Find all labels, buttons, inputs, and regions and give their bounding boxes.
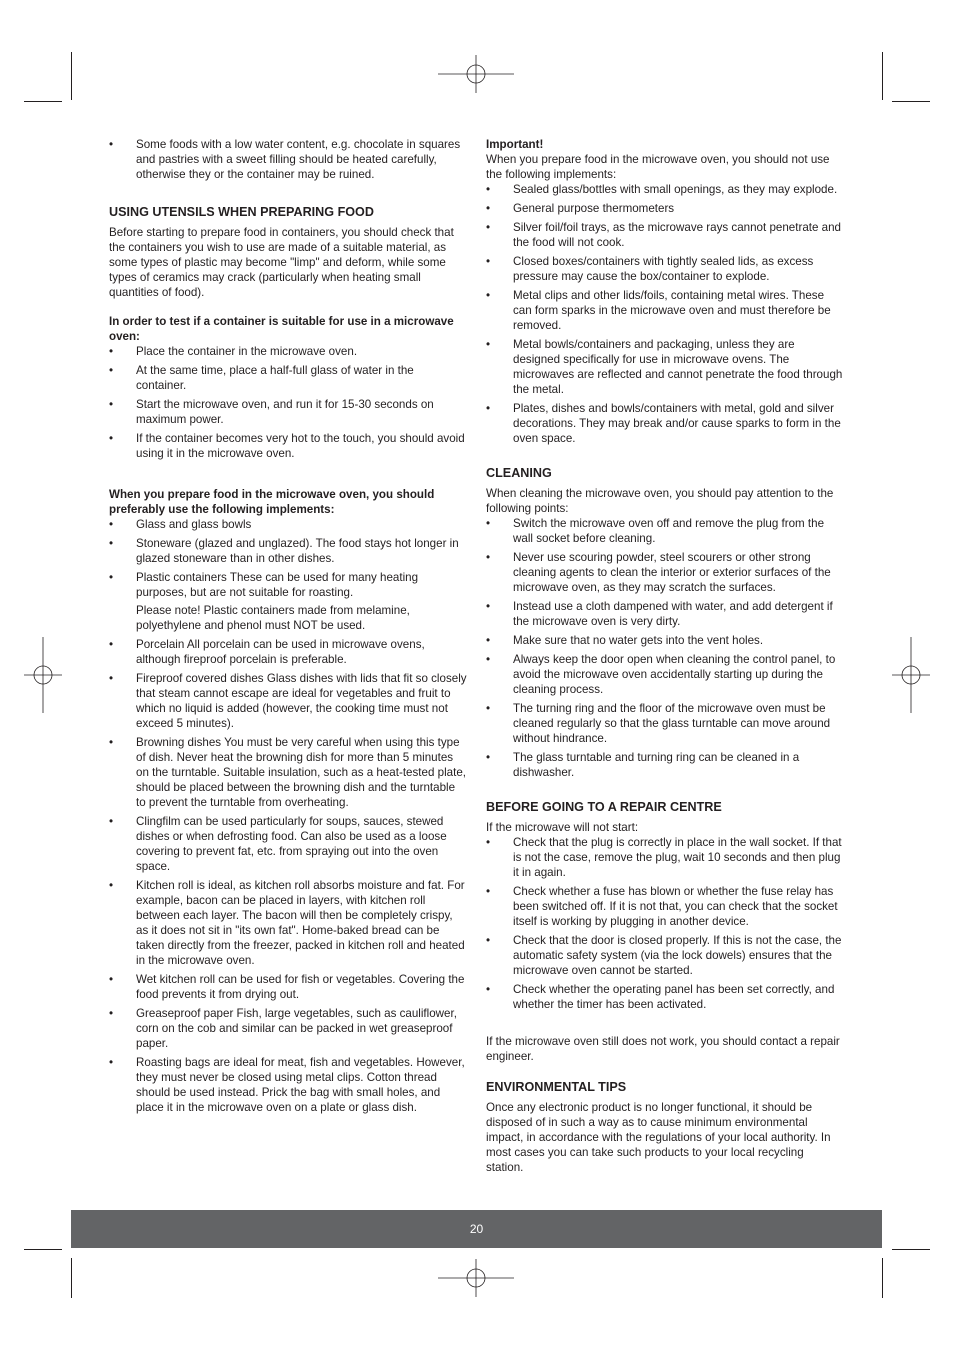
list-item: • Start the microwave oven, and run it for 15-30 seconds on maximum power. bbox=[109, 397, 467, 427]
list-item: • At the same time, place a half-full glass of water in the container. bbox=[109, 363, 467, 393]
left-column bbox=[109, 137, 467, 1119]
list-item: • Check whether a fuse has blown or whether the fuse relay has been switched off. If it is not that, you can check that the socket itself is working by plugging in another device. bbox=[486, 884, 844, 929]
paragraph: When you prepare food in the microwave oven, you should not use the following implements: bbox=[486, 153, 830, 181]
crop-mark bbox=[24, 1249, 62, 1250]
page-number: 20 bbox=[469, 1222, 484, 1236]
crop-mark bbox=[71, 1258, 72, 1298]
list-item: • Plates, dishes and bowls/containers with metal, gold and silver decorations. They may break and/or cause sparks to form in the oven space. bbox=[486, 401, 844, 446]
list-item: • Kitchen roll is ideal, as kitchen roll absorbs moisture and fat. For example, bacon can be placed in layers, with kitchen roll between each layer. The bacon will then be completely crispy, as it does not sit in "its own fat". Home-baked bread can be taken directly from the freezer, packed in kitchen roll and heated in the microwave oven. bbox=[109, 878, 467, 968]
crop-mark bbox=[24, 101, 62, 102]
paragraph: When cleaning the microwave oven, you should pay attention to the following points: bbox=[486, 487, 834, 515]
list-item: • If the container becomes very hot to the touch, you should avoid using it in the microwave oven. bbox=[109, 431, 467, 461]
paragraph: If the microwave will not start: bbox=[486, 821, 639, 834]
subheading: When you prepare food in the microwave oven, you should preferably use the following implements: bbox=[109, 488, 435, 516]
list-item: • Metal bowls/containers and packaging, unless they are designed specifically for use in microwave ovens. The microwaves are reflected and cannot penetrate the food through the metal. bbox=[486, 337, 844, 397]
list-item: • Roasting bags are ideal for meat, fish and vegetables. However, they must never be closed using metal clips. Cotton thread should be used instead. Prick the bag with small holes, and place it in the microwave oven on a plate or glass dish. bbox=[109, 1055, 467, 1115]
list-item: • Fireproof covered dishes Glass dishes with lids that fit so closely that steam cannot escape are ideal for vegetables and fruit to which no liquid is added (however, the cooking time must not exceed 5 minutes). bbox=[109, 671, 467, 731]
list-item: • Stoneware (glazed and unglazed). The food stays hot longer in glazed stoneware than in other dishes. bbox=[109, 536, 467, 566]
list-item: • Sealed glass/bottles with small openings, as they may explode. bbox=[486, 182, 844, 197]
list-item: • Always keep the door open when cleaning the control panel, to avoid the microwave oven accidentally starting up during the cleaning process. bbox=[486, 652, 844, 697]
list-item: • Browning dishes You must be very careful when using this type of dish. Never heat the browning dish for more than 5 minutes on the turntable. Suitable insulation, such as a heat-tested plate, should be placed between the browning dish and the turntable to prevent the turntable from overheating. bbox=[109, 735, 467, 810]
registration-mark bbox=[438, 55, 514, 93]
section-heading: CLEANING bbox=[486, 466, 552, 480]
list-item: • Porcelain All porcelain can be used in microwave ovens, although fireproof porcelain is preferable. bbox=[109, 637, 467, 667]
intro-list bbox=[109, 137, 467, 182]
list-item: • Place the container in the microwave oven. bbox=[109, 344, 467, 359]
repair-list bbox=[486, 835, 844, 1012]
footer-bar bbox=[71, 1210, 882, 1248]
paragraph: Before starting to prepare food in containers, you should check that the containers you wish to use are made of a suitable material, as some types of plastic may become "limp" and deform, while some types of ceramics may crack (particularly when heating small quantities of food). bbox=[109, 226, 454, 299]
list-item: • Check whether the operating panel has been set correctly, and whether the timer has been activated. bbox=[486, 982, 844, 1012]
important-list bbox=[486, 182, 844, 446]
list-item: • Some foods with a low water content, e.g. chocolate in squares and pastries with a sweet filling should be heated carefully, otherwise they or the container may be ruined. bbox=[109, 137, 467, 182]
subheading: In order to test if a container is suitable for use in a microwave oven: bbox=[109, 315, 454, 343]
crop-mark bbox=[71, 52, 72, 100]
crop-mark bbox=[892, 101, 930, 102]
list-item: • The turning ring and the floor of the microwave oven must be cleaned regularly so that the glass turntable can move around without hindrance. bbox=[486, 701, 844, 746]
list-item: • Check that the door is closed properly. If this is not the case, the automatic safety system (via the lock dowels) ensures that the microwave oven cannot be started. bbox=[486, 933, 844, 978]
crop-mark bbox=[892, 1249, 930, 1250]
list-item: • Silver foil/foil trays, as the microwave rays cannot penetrate and the food will not cook. bbox=[486, 220, 844, 250]
section-heading: ENVIRONMENTAL TIPS bbox=[486, 1080, 627, 1094]
list-item: • Closed boxes/containers with tightly sealed lids, as excess pressure may cause the box/container to explode. bbox=[486, 254, 844, 284]
crop-mark bbox=[882, 52, 883, 100]
important-heading: Important! bbox=[486, 138, 544, 151]
registration-mark bbox=[892, 637, 930, 713]
list-item: • Switch the microwave oven off and remove the plug from the wall socket before cleaning. bbox=[486, 516, 844, 546]
list-item: • Clingfilm can be used particularly for soups, sauces, stewed dishes or when defrosting food. Can also be used as a loose covering to prevent fat, etc. from spraying out into the oven space. bbox=[109, 814, 467, 874]
list-item: • Never use scouring powder, steel scourers or other strong cleaning agents to clean the interior or exterior surfaces of the microwave oven, as they may scratch the surfaces. bbox=[486, 550, 844, 595]
list-item: • Greaseproof paper Fish, large vegetables, such as cauliflower, corn on the cob and similar can be packed in wet greaseproof paper. bbox=[109, 1006, 467, 1051]
test-list bbox=[109, 344, 467, 461]
list-item: • Plastic containers These can be used for many heating purposes, but are not suitable for roasting. bbox=[109, 570, 467, 600]
list-item: • The glass turntable and turning ring can be cleaned in a dishwasher. bbox=[486, 750, 844, 780]
registration-mark bbox=[438, 1259, 514, 1297]
list-item: • Metal clips and other lids/foils, containing metal wires. These can form sparks in the microwave oven and must therefore be removed. bbox=[486, 288, 844, 333]
implements-list bbox=[109, 517, 467, 600]
crop-mark bbox=[882, 1258, 883, 1298]
cleaning-list bbox=[486, 516, 844, 780]
list-item: • Wet kitchen roll can be used for fish or vegetables. Covering the food prevents it from drying out. bbox=[109, 972, 467, 1002]
paragraph: Once any electronic product is no longer functional, it should be disposed of in such a way as to cause minimum environmental impact, in accordance with the regulations of your local authority. In most cases you can take such products to your local recycling station. bbox=[486, 1101, 831, 1174]
section-heading: USING UTENSILS WHEN PREPARING FOOD bbox=[109, 205, 374, 219]
list-item: • Check that the plug is correctly in place in the wall socket. If that is not the case, remove the plug, wait 10 seconds and then plug it in again. bbox=[486, 835, 844, 880]
paragraph: If the microwave oven still does not work, you should contact a repair engineer. bbox=[486, 1035, 840, 1063]
list-item: • General purpose thermometers bbox=[486, 201, 844, 216]
implements-list-continued bbox=[109, 637, 467, 1115]
registration-mark bbox=[24, 637, 62, 713]
section-heading: BEFORE GOING TO A REPAIR CENTRE bbox=[486, 800, 722, 814]
plastic-note: Please note! Plastic containers made from melamine, polyethylene and phenol must NOT be used. bbox=[136, 604, 410, 632]
list-item: • Make sure that no water gets into the vent holes. bbox=[486, 633, 844, 648]
list-item: • Instead use a cloth dampened with water, and add detergent if the microwave oven is very dirty. bbox=[486, 599, 844, 629]
list-item: • Glass and glass bowls bbox=[109, 517, 467, 532]
right-column bbox=[486, 137, 844, 1175]
